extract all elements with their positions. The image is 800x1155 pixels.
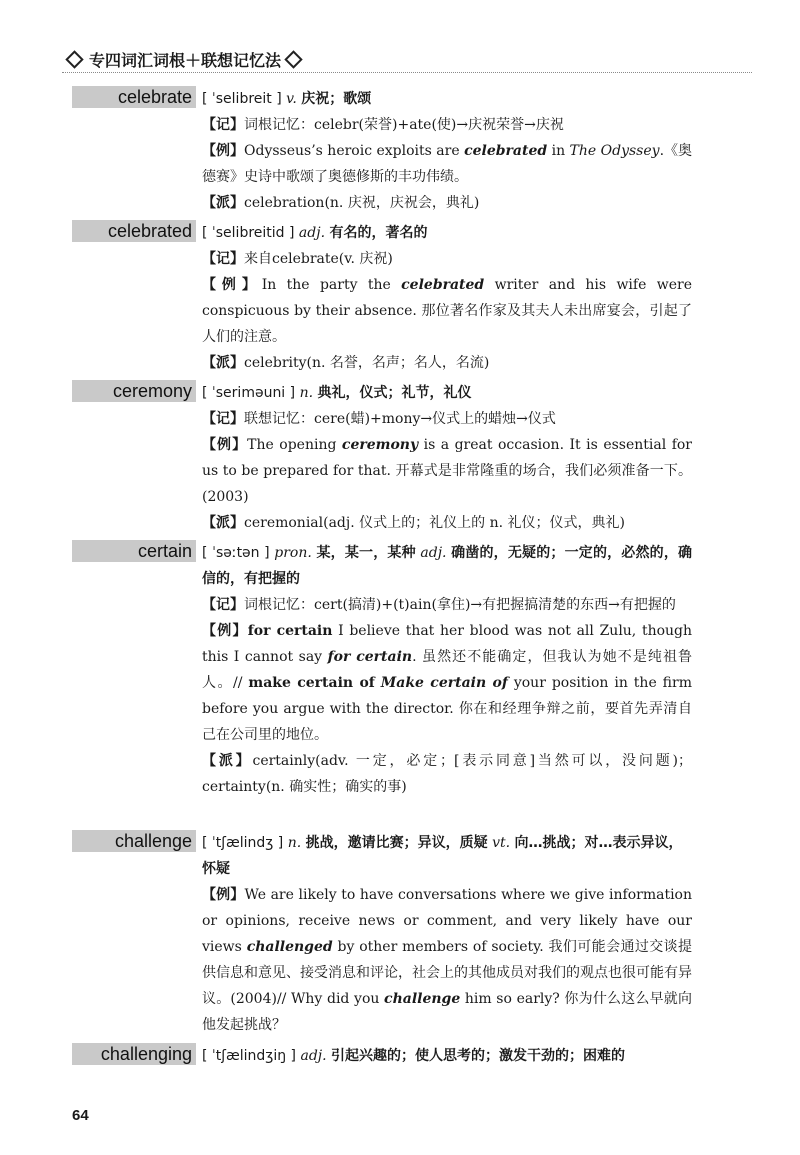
part-of-speech: adj. (300, 1048, 327, 1064)
meaning-2: 确凿的，无疑的；一定的，必然的，确信的，有把握的 (202, 545, 693, 587)
headword: ceremony (72, 380, 196, 402)
headword: celebrated (72, 220, 196, 242)
example-line: 【例】In the party the celebrated writer and his wife were conspicuous by their absence. 那位著名作家及其夫人未出席宴会，引起了人们的注意。 (202, 277, 692, 345)
diamond-icon (65, 50, 83, 68)
memory-line: 【记】来自celebrate(v. 庆祝) (202, 251, 393, 267)
example-line: 【例】Odysseus’s heroic exploits are celebrated in The Odyssey.《奥德赛》史诗中歌颂了奥德修斯的丰功伟绩。 (202, 143, 693, 185)
meaning: 引起兴趣的；使人思考的；激发干劲的；困难的 (331, 1048, 626, 1064)
pronunciation: [ ˈtʃælindʒiŋ ] (202, 1048, 297, 1064)
meaning: 庆祝；歌颂 (301, 91, 372, 107)
derivative-line: 【派】certainly(adv. 一定，必定；[表示同意]当然可以，没问题)；certainty(n. 确实性；确实的事) (202, 753, 692, 795)
entry-celebrate (72, 86, 692, 216)
part-of-speech-2: adj. (420, 545, 447, 561)
entry-celebrated (72, 220, 692, 376)
page-number: 64 (72, 1107, 89, 1124)
header-title: 专四词汇词根＋联想记忆法 (89, 50, 282, 70)
entry-certain (72, 540, 692, 800)
memory-line: 【记】词根记忆：cert(搞清)+(t)ain(拿住)→有把握搞清楚的东西→有把握的 (202, 597, 676, 613)
part-of-speech: v. (286, 91, 297, 107)
meaning-2: 向…挑战；对…表示异议，怀疑 (202, 835, 683, 877)
header-divider (62, 72, 752, 73)
pronunciation: [ ˈselibreit ] (202, 91, 282, 107)
derivative-line: 【派】celebration(n. 庆祝，庆祝会，典礼) (202, 195, 480, 211)
headword: celebrate (72, 86, 196, 108)
derivative-line: 【派】celebrity(n. 名誉，名声；名人，名流) (202, 355, 490, 371)
pronunciation: [ ˈselibreitid ] (202, 225, 295, 241)
entry-challenging (72, 1043, 692, 1069)
page-header (62, 44, 752, 74)
headword: certain (72, 540, 196, 562)
example-line: 【例】The opening ceremony is a great occasion. It is essential for us to be prepared for that. 开幕式是非常隆重的场合，我们必须准备一下。(2003) (202, 437, 692, 505)
meaning: 典礼，仪式；礼节，礼仪 (317, 385, 472, 401)
headword: challenge (72, 830, 196, 852)
part-of-speech: pron. (274, 545, 312, 561)
derivative-line: 【派】ceremonial(adj. 仪式上的；礼仪上的 n. 礼仪；仪式，典礼) (202, 515, 625, 531)
headword: challenging (72, 1043, 196, 1065)
meaning: 挑战，邀请比赛；异议，质疑 (305, 835, 488, 851)
example-line: 【例】We are likely to have conversations where we give information or opinions, receive news or comment, and very likely have our views challenged by other members of society. 我们可能会通过交谈提供信息和意见、接受消息和评论，社会上的其他成员对我们的观点也很可能有异议。(2004)// Why did you challenge him so early? 你为什么这么早就向他发起挑战？ (202, 887, 693, 1033)
part-of-speech-2: vt. (492, 835, 511, 851)
memory-line: 【记】词根记忆：celebr(荣誉)+ate(使)→庆祝荣誉→庆祝 (202, 117, 564, 133)
pronunciation: [ ˈsəːtən ] (202, 545, 270, 561)
entry-ceremony (72, 380, 692, 536)
diamond-icon (284, 50, 302, 68)
part-of-speech: adj. (298, 225, 326, 241)
meaning: 某，某一，某种 (316, 545, 416, 561)
pronunciation: [ ˈseriməuni ] (202, 385, 296, 401)
meaning: 有名的，著名的 (329, 225, 428, 241)
part-of-speech: n. (287, 835, 302, 851)
memory-line: 【记】联想记忆：cere(蜡)+mony→仪式上的蜡烛→仪式 (202, 411, 556, 427)
entry-challenge (72, 830, 692, 1038)
part-of-speech: n. (299, 385, 314, 401)
example-line: 【例】for certain I believe that her blood was not all Zulu, though this I cannot say for certain. 虽然还不能确定，但我认为她不是纯祖鲁人。// make certain of Make certain of your position in the firm before you argue with the director. 你在和经理争辩之前，要首先弄清自己在公司里的地位。 (202, 623, 693, 743)
pronunciation: [ ˈtʃælindʒ ] (202, 835, 284, 851)
